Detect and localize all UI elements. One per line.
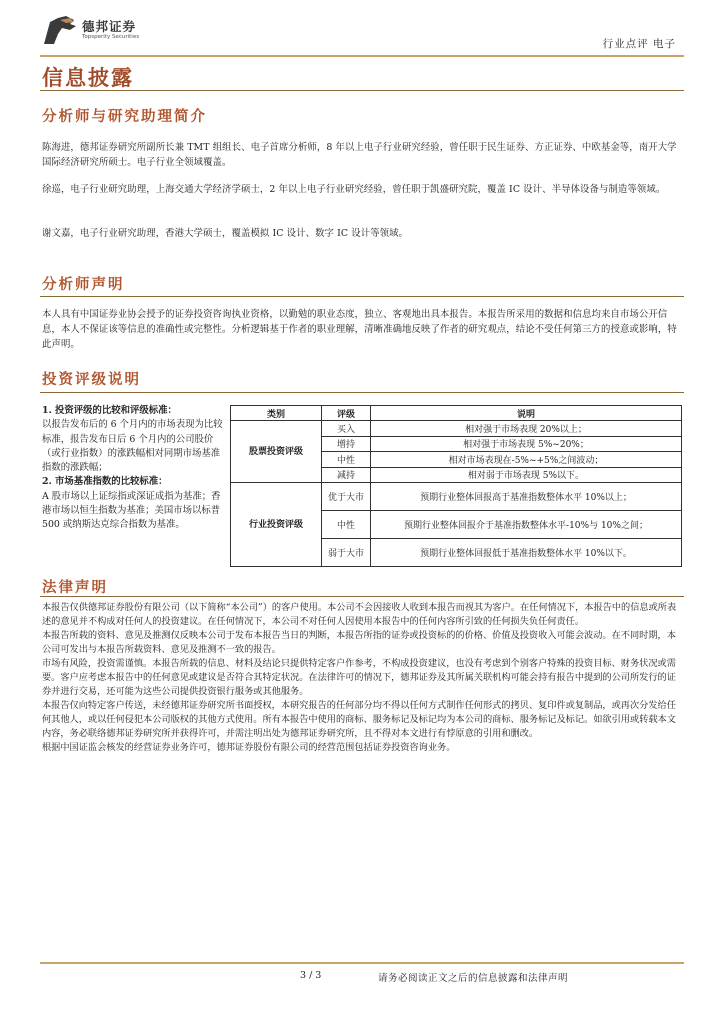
- brand-name: 德邦证券: [82, 19, 137, 34]
- page-header: [40, 14, 688, 56]
- legal-paragraph: 根据中国证监会核发的经营证券业务许可，德邦证券股份有限公司的经营范围包括证券投资咨询业务。: [42, 742, 456, 753]
- industry-rating-category: 行业投资评级: [231, 483, 322, 567]
- footer-rule: [40, 962, 684, 964]
- section-rule-3: [40, 596, 684, 597]
- table-header-desc: 说明: [371, 406, 682, 421]
- rating-heading-1: 1. 投资评级的比较和评级标准：: [42, 405, 177, 416]
- section-title-rating: 投资评级说明: [42, 371, 141, 388]
- section-title-legal: 法律声明: [42, 579, 108, 596]
- analyst-intro-3: 谢文嘉，电子行业研究助理，香港大学硕士，覆盖模拟 IC 设计、数字 IC 设计等领域。: [42, 228, 409, 239]
- rating-level: 减持: [322, 467, 371, 483]
- table-header-level: 评级: [322, 406, 371, 421]
- table-row: [231, 483, 682, 511]
- rating-desc: 预期行业整体回报高于基准指数整体水平 10%以上；: [371, 483, 682, 511]
- rating-desc: 相对强于市场表现 20%以上；: [371, 421, 682, 437]
- rating-level: 增持: [322, 436, 371, 452]
- title-rule: [40, 90, 684, 91]
- rating-table: [230, 405, 682, 567]
- rating-desc: 相对强于市场表现 5%~20%；: [371, 436, 682, 452]
- page-title: 信息披露: [42, 65, 134, 90]
- legal-paragraph: 本报告仅向特定客户传送，未经德邦证券研究所书面授权，本研究报告的任何部分均不得以任何方式制作任何形式的拷贝、复印件或复制品，或再次分发给任何其他人，或以任何侵犯本公司版权的其他方式使用。所有本报告中使用的商标、服务标记及标记均为本公司的商标、服务标记及标记。如欲引用或转载本文内容，务必联络德邦证券研究所并获得许可，并需注明出处为德邦证券研究所，且不得对本文进行有悖原意的引用和删改。: [42, 700, 676, 739]
- legal-paragraph: 市场有风险，投资需谨慎。本报告所载的信息、材料及结论只提供特定客户作参考，不构成投资建议，也没有考虑到个别客户特殊的投资目标、财务状况或需要。客户应考虑本报告中的任何意见或建议是否符合其特定状况。在法律许可的情况下，德邦证券及其所属关联机构可能会持有报告中提到的公司所发行的证券并进行交易，还可能为这些公司提供投资银行服务或其他服务。: [42, 658, 676, 697]
- rating-level: 买入: [322, 421, 371, 437]
- analyst-intro-2: 徐巡，电子行业研究助理，上海交通大学经济学硕士，2 年以上电子行业研究经验，曾任职于凯盛研究院，覆盖 IC 设计、半导体设备与制造等领域。: [42, 184, 666, 195]
- section-title-analyst-statement: 分析师声明: [42, 276, 125, 293]
- section-title-analyst-intro: 分析师与研究助理简介: [42, 108, 207, 125]
- rating-desc: 预期行业整体回报介于基准指数整体水平-10%与 10%之间；: [371, 511, 682, 539]
- table-header-category: 类别: [231, 406, 322, 421]
- rating-level: 弱于大市: [322, 539, 371, 567]
- table-header-row: [231, 406, 682, 421]
- footer-note: 请务必阅读正文之后的信息披露和法律声明: [378, 973, 569, 984]
- rating-desc: 相对弱于市场表现 5%以下。: [371, 467, 682, 483]
- legal-paragraph: 本报告所载的资料、意见及推测仅反映本公司于发布本报告当日的判断，本报告所指的证券或投资标的的价格、价值及投资收入可能会波动。在不同时期，本公司可发出与本报告所载资料、意见及推测不一致的报告。: [42, 630, 676, 655]
- header-rule: [40, 55, 684, 57]
- rating-explanation: [42, 404, 228, 533]
- rating-level: 中性: [322, 511, 371, 539]
- report-type: 行业点评 电子: [602, 38, 676, 50]
- brand-name-en: Topsperity Securities: [82, 34, 140, 40]
- rating-desc: 预期行业整体回报低于基准指数整体水平 10%以下。: [371, 539, 682, 567]
- rating-level: 中性: [322, 452, 371, 468]
- legal-statement: [42, 601, 684, 755]
- legal-paragraph: 本报告仅供德邦证券股份有限公司（以下简称“本公司”）的客户使用。本公司不会因接收人收到本报告而视其为客户。在任何情况下，本报告中的信息或所表述的意见并不构成对任何人的投资建议。在任何情况下，本公司不对任何人因使用本报告中的任何内容所引致的任何损失负任何责任。: [42, 602, 677, 627]
- analyst-intro-1: 陈海进，德邦证券研究所副所长兼 TMT 组组长、电子首席分析师，8 年以上电子行业研究经验，曾任职于民生证券、方正证券、中欧基金等，南开大学国际经济研究所硕士。电子行业全领域覆盖。: [42, 142, 677, 168]
- table-row: [231, 421, 682, 437]
- section-rule-2: [40, 392, 684, 393]
- rating-text-2: A 股市场以上证综指或深证成指为基准；香港市场以恒生指数为基准；美国市场以标普 500 或纳斯达克综合指数为基准。: [42, 490, 221, 531]
- stock-rating-category: 股票投资评级: [231, 421, 322, 483]
- rating-level: 优于大市: [322, 483, 371, 511]
- section-rule-1: [40, 296, 684, 297]
- analyst-statement-text: 本人具有中国证券业协会授予的证券投资咨询执业资格，以勤勉的职业态度，独立、客观地出具本报告。本报告所采用的数据和信息均来自市场公开信息，本人不保证该等信息的准确性或完整性。分析逻辑基于作者的职业理解，清晰准确地反映了作者的研究观点，结论不受任何第三方的授意或影响，特此声明。: [42, 309, 677, 350]
- rating-text-1: 以报告发布后的 6 个月内的市场表现为比较标准，报告发布日后 6 个月内的公司股价（或行业指数）的涨跌幅相对同期市场基准指数的涨跌幅；: [42, 419, 223, 474]
- rating-desc: 相对市场表现在-5%~+5%之间波动；: [371, 452, 682, 468]
- rating-heading-2: 2. 市场基准指数的比较标准：: [42, 476, 168, 488]
- page-number: 3 / 3: [300, 970, 322, 981]
- company-logo-icon: [40, 14, 84, 48]
